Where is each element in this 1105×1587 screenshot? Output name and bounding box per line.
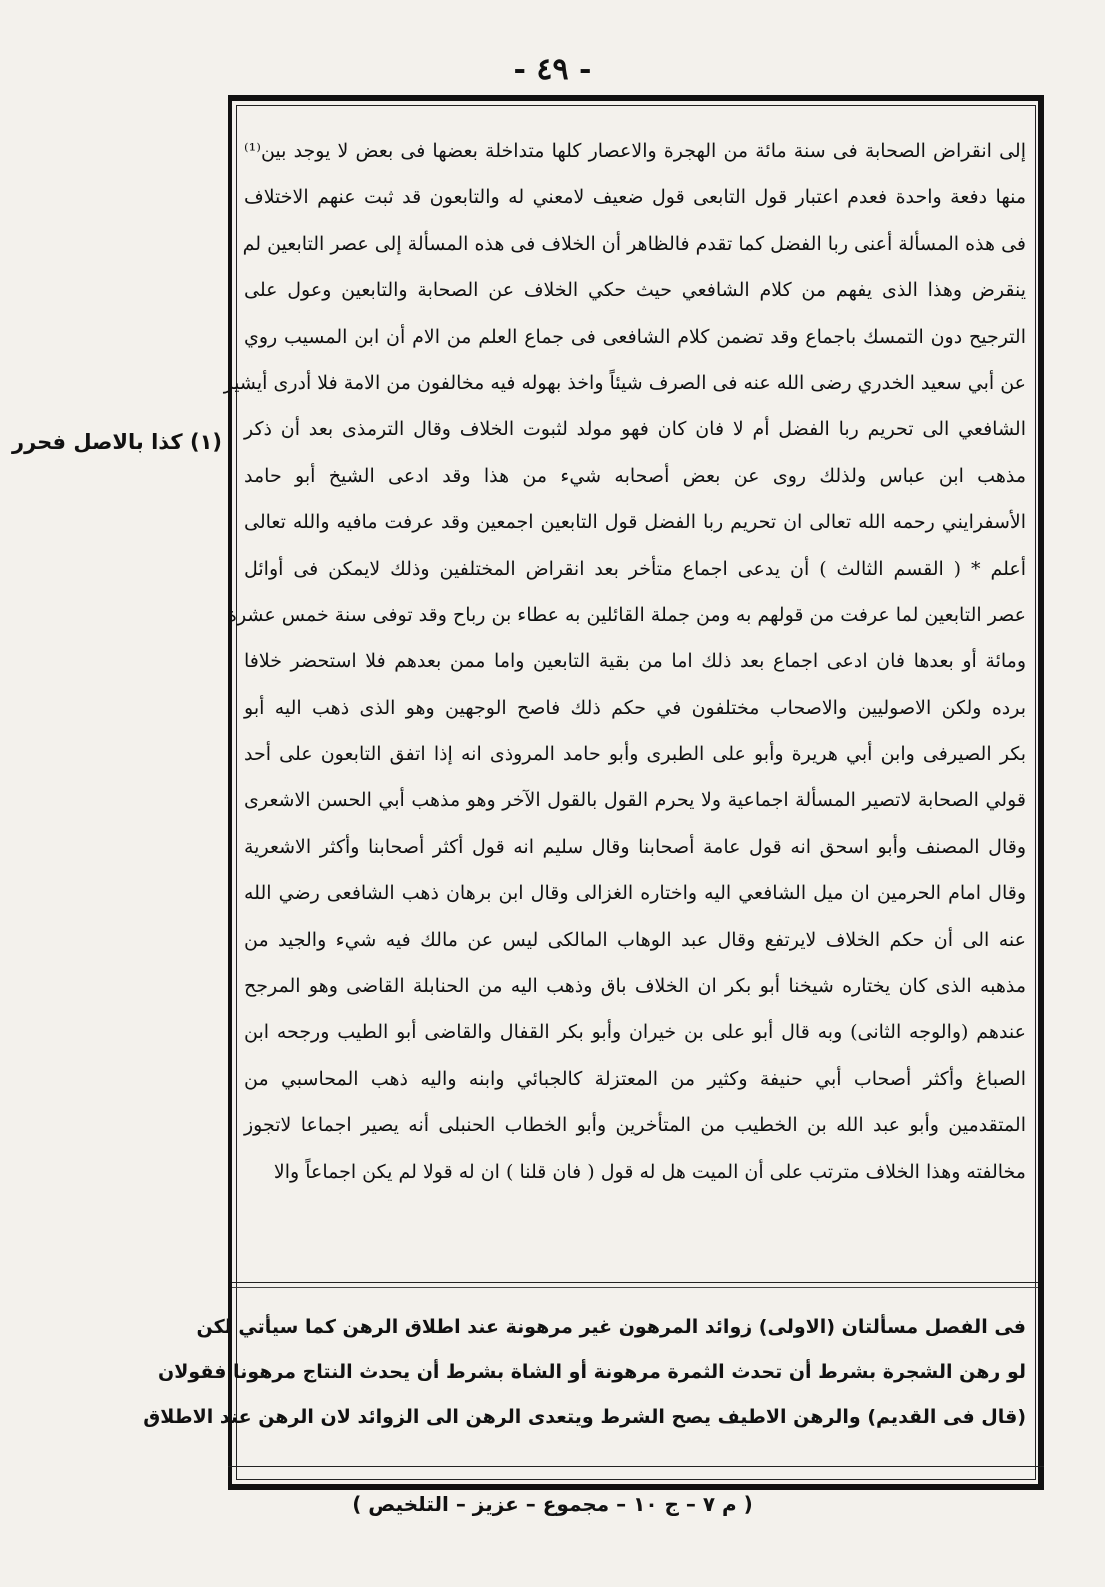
text-line: منها دفعة واحدة فعدم اعتبار قول التابعى قول ضعيف لامعني له والتابعون قد ثبت عنهم الاختلاف xyxy=(244,186,1026,209)
text-line: الصباغ وأكثر أصحاب أبي حنيفة وكثير من المعتزلة كالجبائي وابنه واليه ذهب المحاسبي من xyxy=(244,1067,1026,1090)
text-line: ومائة أو بعدها فان ادعى اجماع بعد ذلك اما من بقية التابعين واما ممن بعدهم فلا استحضر خلافا xyxy=(244,650,1026,673)
text-line: عندهم (والوجه الثانى) وبه قال أبو على بن خيران وأبو بكر القفال والقاضى أبو الطيب ورجحه ابن xyxy=(244,1021,1026,1044)
page-number: - ٤٩ - xyxy=(513,52,592,87)
footer-signature: ( م ٧ – ج ١٠ – مجموع – عزيز – التلخيص ) xyxy=(352,1492,753,1516)
text-line: مذهبه الذى كان يختاره شيخنا أبو بكر ان الخلاف باق وذهب اليه من الحنابلة القاضى وهو المرجح xyxy=(244,975,1026,998)
text-line: عنه الى أن حكم الخلاف لايرتفع وقال عبد الوهاب المالكى ليس عن مالك فيه شيء والجيد من xyxy=(244,928,1026,951)
text-line: وقال امام الحرمين ان ميل الشافعي اليه واختاره الغزالى وقال ابن برهان ذهب الشافعى رضي الله xyxy=(244,882,1026,905)
commentary-line: لو رهن الشجرة بشرط أن تحدث الثمرة مرهونة أو الشاة بشرط أن يحدث النتاج مرهونا فقولان xyxy=(158,1361,1026,1383)
text-line: عن أبي سعيد الخدري رضى الله عنه فى الصرف شيئاً واخذ بهوله فيه مخالفون من الامة فلا أدرى أيشير xyxy=(223,371,1026,394)
commentary-line: (قال فى القديم) والرهن الاطيف يصح الشرط ويتعدى الرهن الى الزوائد لان الرهن عند الاطلاق xyxy=(143,1406,1026,1428)
text-line: فى هذه المسألة أعنى ربا الفضل كما تقدم فالظاهر أن الخلاف فى هذه المسألة إلى عصر التابعين لم xyxy=(242,232,1026,255)
text-line: المتقدمين وأبو عبد الله بن الخطيب من المتأخرين وأبو الخطاب الحنبلى أنه يصير اجماعا لاتجوز xyxy=(244,1114,1026,1137)
main-body-text xyxy=(223,128,1026,1195)
commentary-line: فى الفصل مسألتان (الاولى) زوائد المرهون غير مرهونة عند اطلاق الرهن كما سيأتي لكن xyxy=(196,1316,1026,1338)
text-line: إلى انقراض الصحابة فى سنة مائة من الهجرة والاعصار كلها متداخلة بعضها فى بعض لا يوجد بين⁽¹⁾ xyxy=(244,140,1026,162)
section-divider xyxy=(232,1282,1038,1283)
bottom-rule xyxy=(228,1466,1044,1467)
text-line: بكر الصيرفى وابن أبي هريرة وأبو على الطبرى وأبو حامد المروذى انه إذا اتفق التابعون على أحد xyxy=(244,743,1026,766)
text-line: وقال المصنف وأبو اسحق انه قول عامة أصحابنا وقال سليم انه قول أكثر أصحابنا وأكثر الاشعرية xyxy=(244,835,1026,858)
text-line: الأسفرايني رحمه الله تعالى ان تحريم ربا الفضل قول التابعين اجمعين وقد عرفت مافيه والله تعالى xyxy=(244,511,1026,534)
margin-footnote: (١) كذا بالاصل فحرر xyxy=(12,430,222,454)
text-line: الشافعي الى تحريم ربا الفضل أم لا فان كان فهو مولد لثبوت الخلاف وقال الترمذى بعد أن ذكر xyxy=(244,418,1026,441)
commentary-text xyxy=(143,1305,1026,1440)
text-line: أعلم * ( القسم الثالث ) أن يدعى اجماع متأخر بعد انقراض المختلفين وذلك لايمكن فى أوائل xyxy=(244,557,1026,580)
text-line: عصر التابعين لما عرفت من قولهم به ومن جملة القائلين به عطاء بن رباح وقد توفى سنة خمس عشرة xyxy=(226,603,1026,626)
text-line: ينقرض وهذا الذى يفهم من كلام الشافعي حيث حكي الخلاف عن الصحابة والتابعين وعول على xyxy=(244,279,1026,302)
section-divider-inner xyxy=(232,1287,1038,1288)
text-line: مخالفته وهذا الخلاف مترتب على أن الميت هل له قول ( فان قلنا ) ان له قولا لم يكن اجماعاً والا xyxy=(273,1160,1026,1183)
text-line: قولي الصحابة لاتصير المسألة اجماعية ولا يحرم القول بالقول الآخر وهو مذهب أبي الحسن الاشعرى xyxy=(244,789,1026,812)
text-line: مذهب ابن عباس ولذلك روى عن بعض أصحابه شيء من هذا وقد ادعى الشيخ أبو حامد xyxy=(244,464,1026,487)
text-line: برده ولكن الاصوليين والاصحاب مختلفون في حكم ذلك فاصح الوجهين وهو الذى ذهب اليه أبو xyxy=(244,696,1026,719)
text-line: الترجيح دون التمسك باجماع وقد تضمن كلام الشافعى فى جماع العلم من الام أن ابن المسيب روي xyxy=(244,325,1026,348)
